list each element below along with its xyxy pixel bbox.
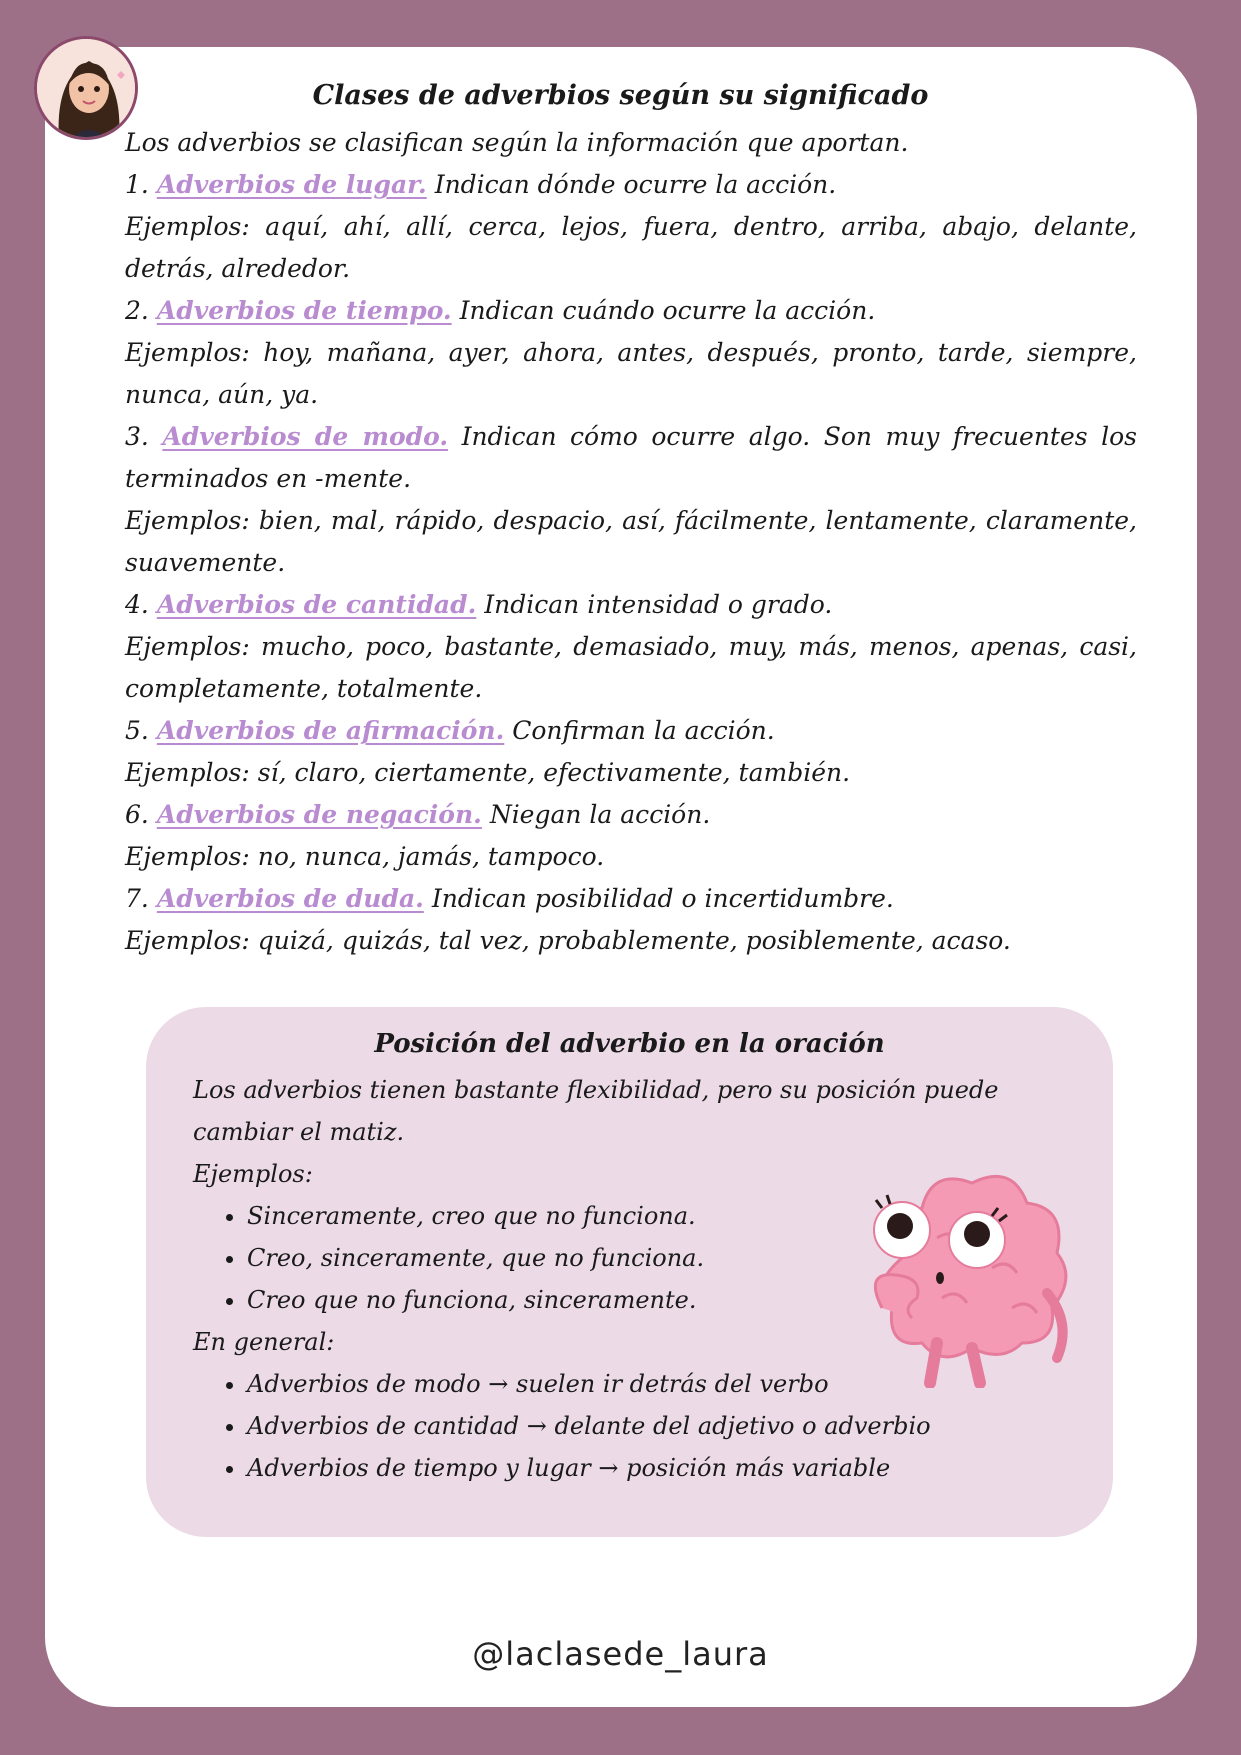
list-item: • Sinceramente, creo que no funciona. <box>247 1195 1093 1237</box>
footer-handle: @laclasede_laura <box>472 1635 769 1673</box>
category-name: Adverbios de tiempo. <box>156 296 452 325</box>
category-examples: Ejemplos: bien, mal, rápido, despacio, así, fácilmente, lentamente, claramente, suavemente. <box>125 506 1137 577</box>
category-line: 4. Adverbios de cantidad. Indican intensidad o grado. <box>125 590 833 619</box>
category-examples: Ejemplos: no, nunca, jamás, tampoco. <box>125 842 605 871</box>
category-line: 6. Adverbios de negación. Niegan la acción. <box>125 800 711 829</box>
adverb-classes <box>125 122 1137 962</box>
category-name: Adverbios de cantidad. <box>156 590 477 619</box>
category-name: Adverbios de lugar. <box>156 170 427 199</box>
list-item: • Creo, sinceramente, que no funciona. <box>247 1237 1093 1279</box>
category-examples: Ejemplos: quizá, quizás, tal vez, probablemente, posiblemente, acaso. <box>125 926 1011 955</box>
list-item: • Creo que no funciona, sinceramente. <box>247 1279 1093 1321</box>
category-line: 7. Adverbios de duda. Indican posibilidad o incertidumbre. <box>125 884 894 913</box>
category-line: 1. Adverbios de lugar. Indican dónde ocurre la acción. <box>125 170 837 199</box>
list-item: • Adverbios de cantidad → delante del adjetivo o adverbio <box>247 1405 1093 1447</box>
thinking-brain-icon <box>842 1158 1082 1388</box>
general-label: En general: <box>193 1328 335 1356</box>
category-line: 5. Adverbios de afirmación. Confirman la acción. <box>125 716 775 745</box>
list-item: • Adverbios de modo → suelen ir detrás del verbo <box>247 1363 1093 1405</box>
category-examples: Ejemplos: mucho, poco, bastante, demasiado, muy, más, menos, apenas, casi, completamente, totalmente. <box>125 632 1137 703</box>
category-name: Adverbios de modo. <box>162 422 449 451</box>
position-intro: Los adverbios tienen bastante flexibilidad, pero su posición puede cambiar el matiz. <box>193 1076 999 1146</box>
category-examples: Ejemplos: sí, claro, ciertamente, efectivamente, también. <box>125 758 851 787</box>
examples-label: Ejemplos: <box>193 1160 313 1188</box>
category-line: 2. Adverbios de tiempo. Indican cuándo ocurre la acción. <box>125 296 876 325</box>
position-box-title: Posición del adverbio en la oración <box>374 1029 885 1059</box>
category-examples: Ejemplos: hoy, mañana, ayer, ahora, antes, después, pronto, tarde, siempre, nunca, aún, ya. <box>125 338 1137 409</box>
category-line: 3. Adverbios de modo. Indican cómo ocurre algo. Son muy frecuentes los terminados en -mente. <box>125 422 1137 493</box>
category-examples: Ejemplos: aquí, ahí, allí, cerca, lejos, fuera, dentro, arriba, abajo, delante, detrás, alrededor. <box>125 212 1137 283</box>
category-name: Adverbios de afirmación. <box>156 716 505 745</box>
category-name: Adverbios de duda. <box>156 884 424 913</box>
list-item: • Adverbios de tiempo y lugar → posición más variable <box>247 1447 1093 1489</box>
intro-text: Los adverbios se clasifican según la información que aportan. <box>125 128 909 157</box>
category-name: Adverbios de negación. <box>156 800 482 829</box>
page-title: Clases de adverbios según su significado <box>312 80 929 111</box>
